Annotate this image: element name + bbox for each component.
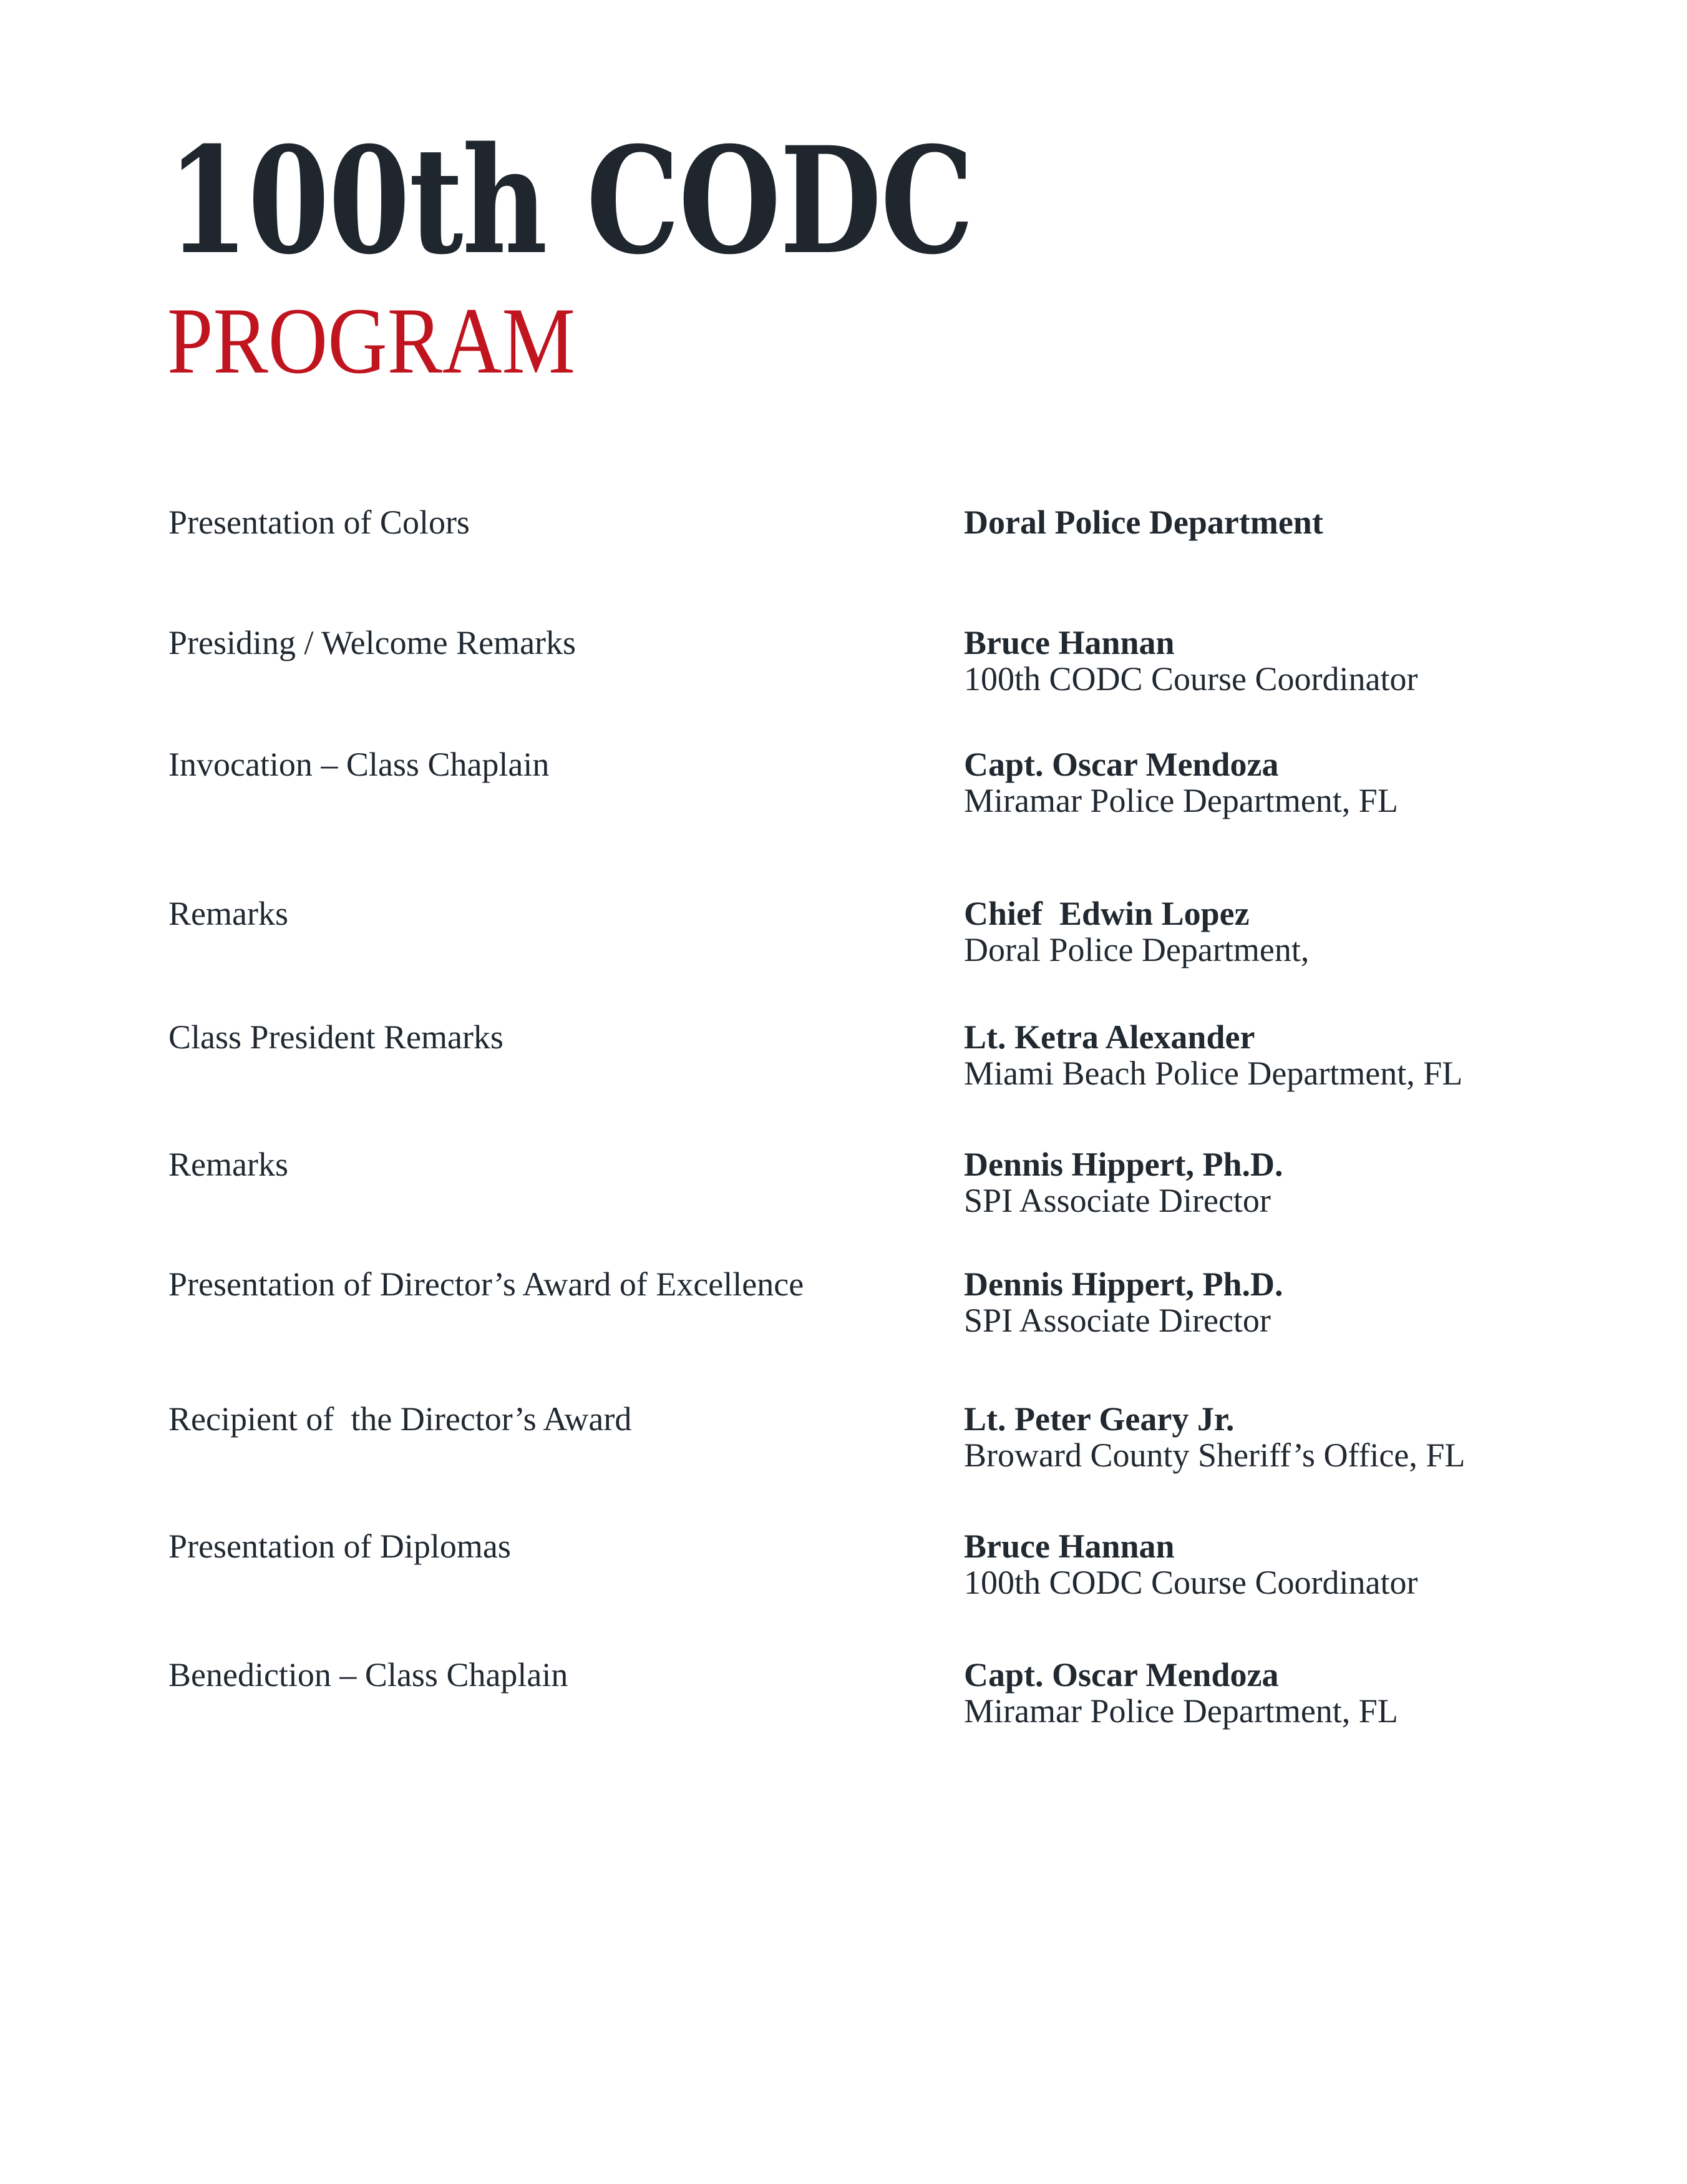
program-item-label: Presentation of Director’s Award of Excellence (168, 1265, 804, 1303)
program-item-presenter-block (964, 1266, 1529, 1338)
program-item-presenter-title: 100th CODC Course Coordinator (964, 660, 1418, 698)
page-title: 100th CODC (167, 115, 973, 287)
page-subtitle: PROGRAM (167, 288, 576, 393)
program-item-presenter-block (964, 895, 1529, 968)
program-item-presenter: Bruce Hannan (964, 1528, 1175, 1565)
program-item-presenter: Lt. Peter Geary Jr. (964, 1400, 1235, 1438)
program-row-remarks-chief (168, 895, 1529, 968)
program-item-presenter: Chief Edwin Lopez (964, 895, 1250, 932)
program-item-label: Recipient of the Director’s Award (168, 1400, 632, 1438)
program-item-label: Invocation – Class Chaplain (168, 746, 550, 783)
program-item-label: Benediction – Class Chaplain (168, 1656, 568, 1694)
program-item-presenter-title: SPI Associate Director (964, 1302, 1271, 1339)
program-item-presenter-block (964, 625, 1529, 697)
program-item-label: Presiding / Welcome Remarks (168, 624, 576, 661)
program-item-label: Presentation of Colors (168, 504, 470, 541)
program-item-presenter-title: Broward County Sheriff’s Office, FL (964, 1436, 1466, 1474)
program-item-presenter-title: Miramar Police Department, FL (964, 1692, 1398, 1730)
program-row-class-president-remarks (168, 1019, 1529, 1091)
page-header (167, 115, 1174, 393)
program-item-presenter-block (964, 1401, 1529, 1473)
program-row-invocation (168, 746, 1529, 819)
program-item-presenter-block (964, 1528, 1529, 1601)
program-item-presenter-title: Miramar Police Department, FL (964, 782, 1398, 819)
program-row-benediction (168, 1657, 1529, 1729)
program-row-directors-award-presentation (168, 1266, 1529, 1338)
program-item-presenter-title: 100th CODC Course Coordinator (964, 1564, 1418, 1601)
program-item-presenter: Doral Police Department (964, 504, 1323, 541)
program-item-label: Remarks (168, 895, 288, 932)
program-item-presenter-title: Miami Beach Police Department, FL (964, 1055, 1463, 1092)
program-item-presenter: Bruce Hannan (964, 624, 1175, 661)
program-row-presiding-welcome-remarks (168, 625, 1529, 697)
program-item-label: Class President Remarks (168, 1018, 503, 1056)
program-item-label: Presentation of Diplomas (168, 1528, 511, 1565)
program-row-directors-award-recipient (168, 1401, 1529, 1473)
program-item-presenter-block (964, 1146, 1529, 1219)
program-item-label: Remarks (168, 1146, 288, 1183)
program-row-presentation-of-colors (168, 504, 1529, 540)
program-item-presenter-title: Doral Police Department, (964, 931, 1310, 968)
program-list (168, 504, 1529, 1729)
program-item-presenter-block (964, 1657, 1529, 1729)
program-row-remarks-spi (168, 1146, 1529, 1219)
program-item-presenter-title: SPI Associate Director (964, 1182, 1271, 1219)
program-item-presenter-block (964, 746, 1529, 819)
program-row-presentation-of-diplomas (168, 1528, 1529, 1601)
program-item-presenter: Capt. Oscar Mendoza (964, 1656, 1279, 1694)
program-item-presenter: Lt. Ketra Alexander (964, 1018, 1255, 1056)
program-item-presenter: Dennis Hippert, Ph.D. (964, 1146, 1283, 1183)
program-item-presenter-block (964, 504, 1529, 540)
program-item-presenter: Capt. Oscar Mendoza (964, 746, 1279, 783)
program-item-presenter-block (964, 1019, 1529, 1091)
program-item-presenter: Dennis Hippert, Ph.D. (964, 1265, 1283, 1303)
